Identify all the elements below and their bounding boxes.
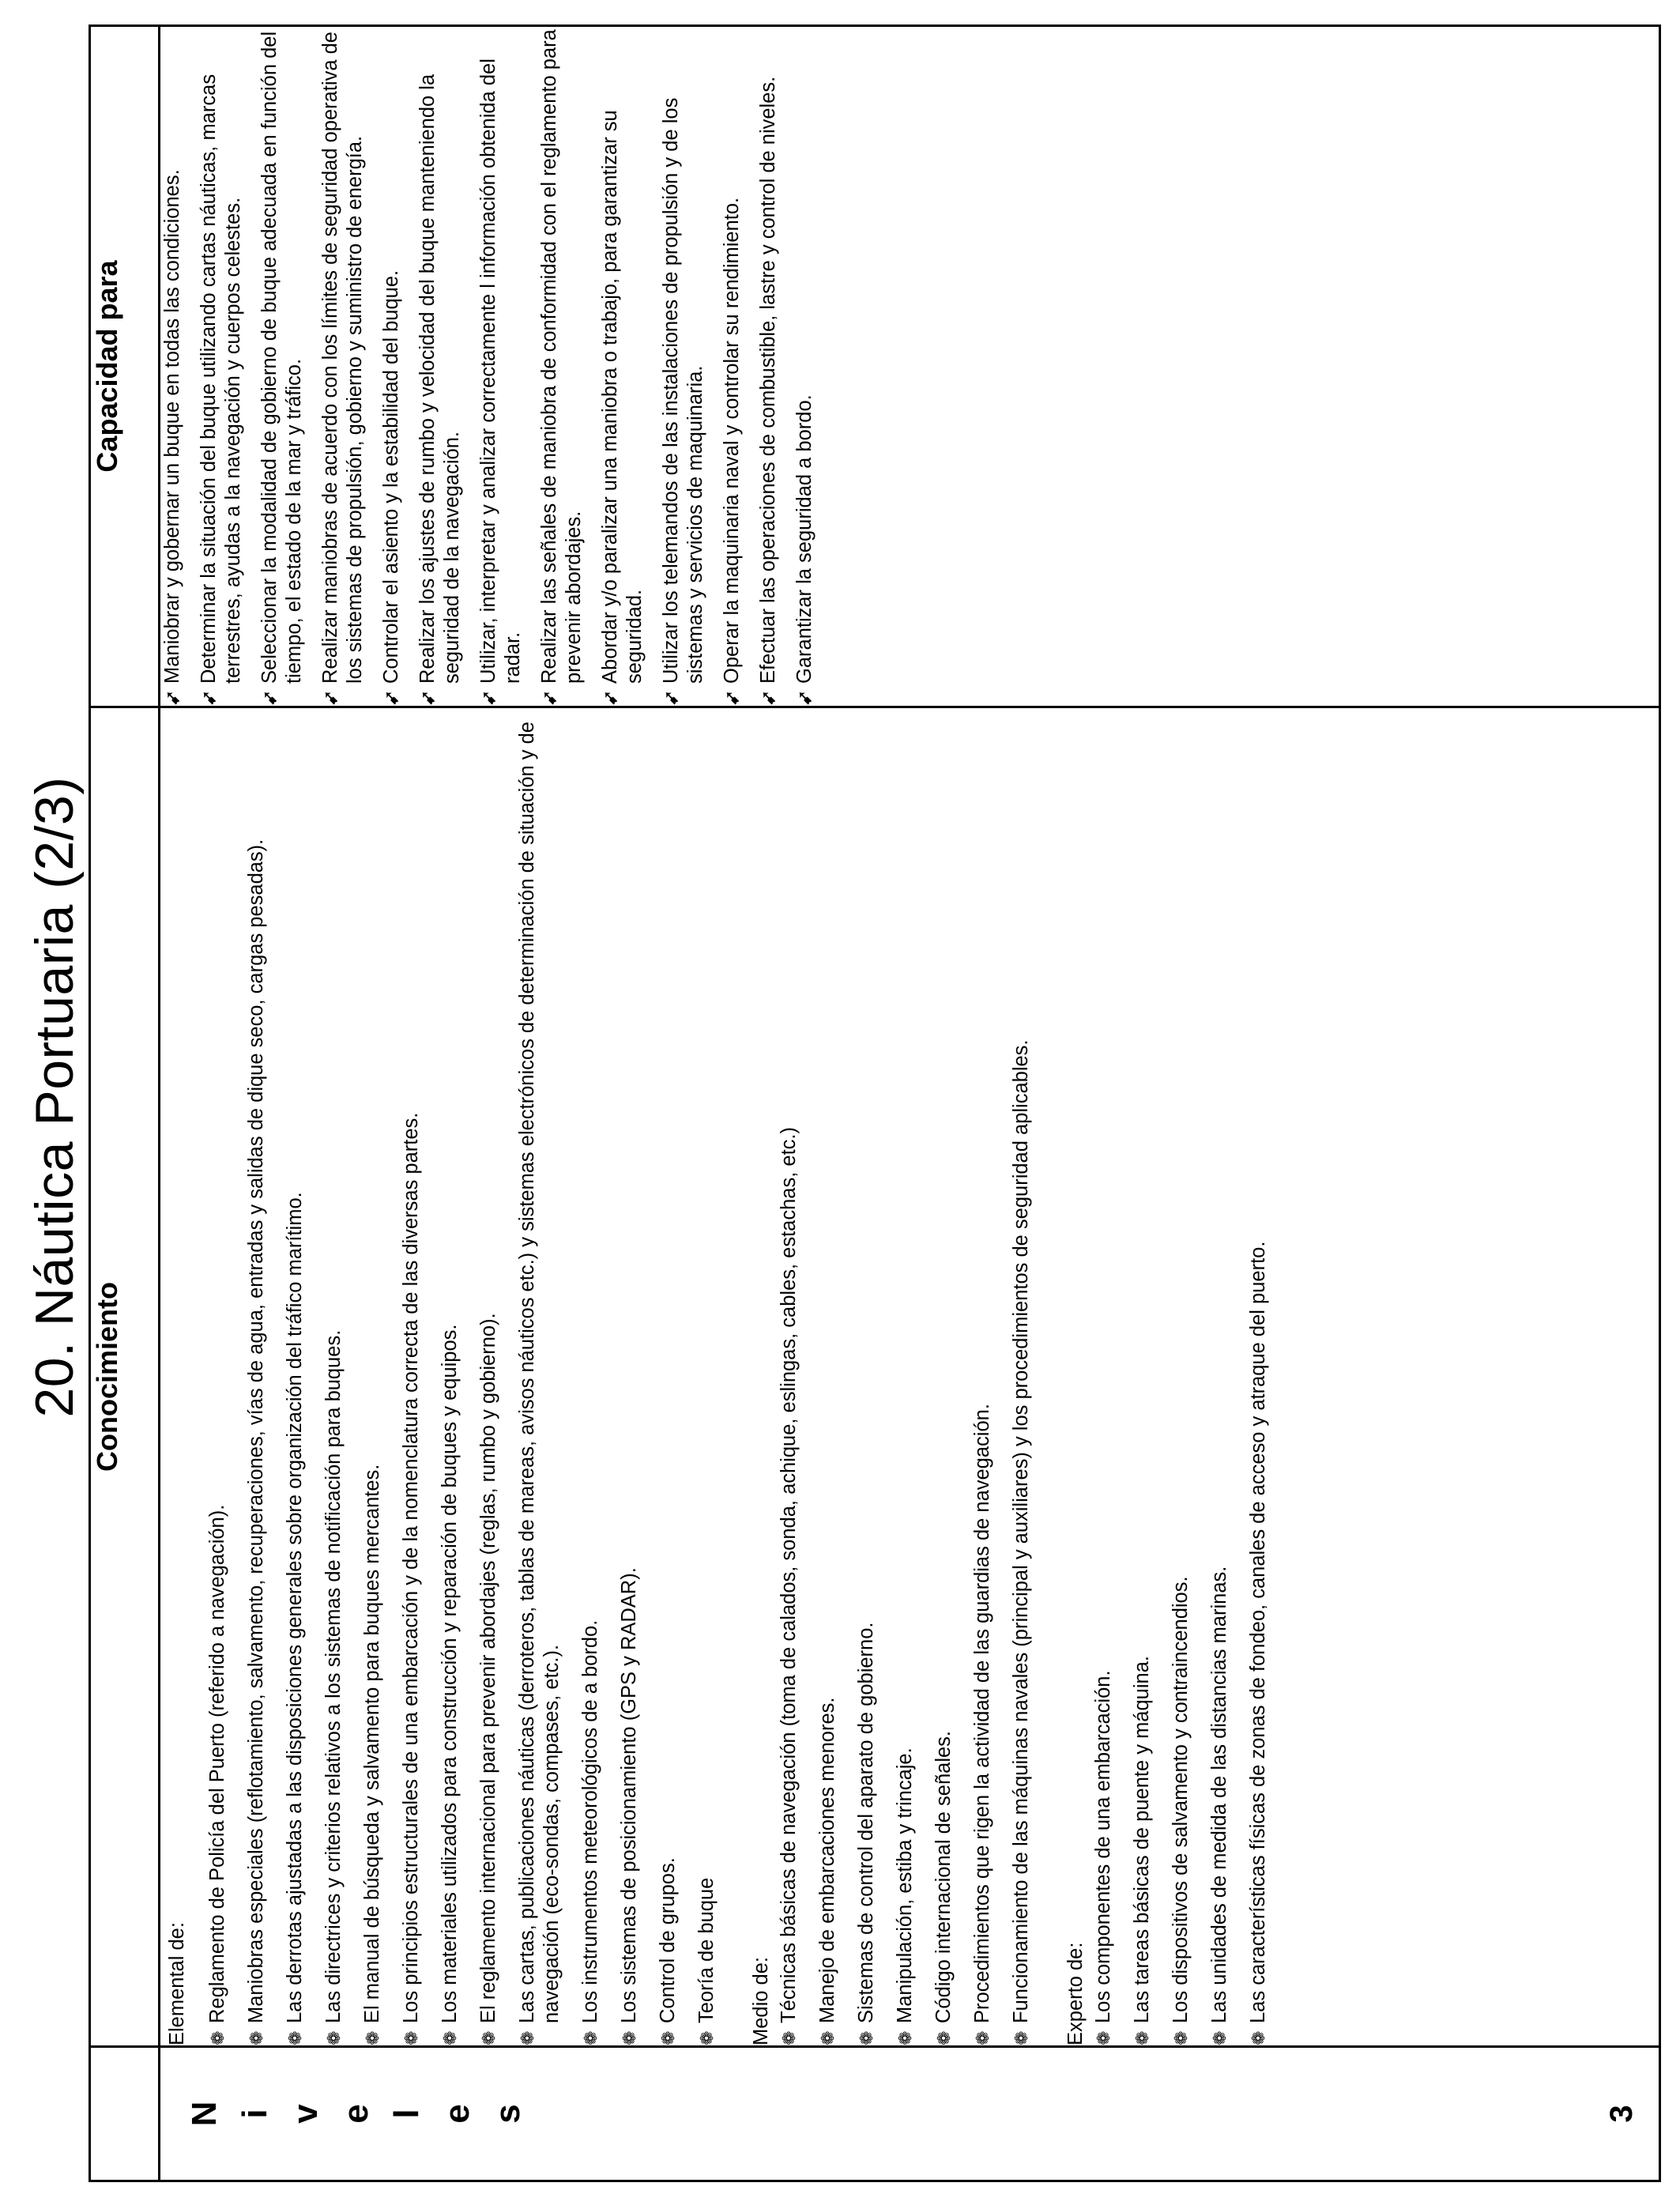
list-medio (777, 708, 1034, 2045)
list-item (399, 708, 424, 2045)
list-item (379, 27, 404, 706)
group-label-medio: Medio de: (750, 1957, 772, 2045)
flower-bullet-icon: ❁ (401, 2030, 421, 2045)
list-item (360, 708, 385, 2045)
flower-bullet-icon: ❁ (285, 2030, 305, 2045)
flower-bullet-icon: ❁ (1171, 2030, 1191, 2045)
flower-bullet-icon: ❁ (1210, 2030, 1230, 2045)
list-item (720, 27, 744, 706)
header-conocimiento: Conocimiento (90, 707, 160, 2047)
flower-bullet-icon: ❁ (779, 2030, 799, 2045)
list-item (816, 708, 840, 2045)
list-item-text: Control de grupos. (657, 1857, 679, 2023)
list-item (1207, 708, 1232, 2045)
list-item (283, 708, 307, 2045)
arrow-bullet-icon: ➹ (661, 689, 682, 706)
arrow-bullet-icon: ➹ (381, 689, 402, 706)
list-item-text: Reglamento de Policía del Puerto (referido a navegación). (206, 1504, 228, 2023)
list-item-text: Teoría de buque (695, 1877, 718, 2023)
list-item-text: Las cartas, publicaciones náuticas (derroteros, tablas de mareas, avisos náuticos etc.) y sistemas electrónicos de determinación de situación y de navegación (eco-sondas, compases, etc.). (516, 722, 563, 2023)
list-item-text: Los sistemas de posicionamiento (GPS y RADAR). (618, 1567, 640, 2023)
list-item-text: Determinar la situación del buque utilizando cartas náuticas, marcas terrestres, ayudas a la navegación y cuerpos celestes. (198, 74, 244, 684)
list-item (932, 708, 956, 2045)
arrow-bullet-icon: ➹ (320, 689, 341, 706)
list-item-text: Manejo de embarcaciones menores. (816, 1697, 838, 2023)
flower-bullet-icon: ❁ (857, 2030, 876, 2045)
list-item (537, 27, 586, 706)
list-item-text: Utilizar los telemandos de las instalaciones de propulsión y de los sistemas y servicios de maquinaria. (660, 97, 706, 684)
list-item (695, 708, 719, 2045)
flower-bullet-icon: ❁ (658, 2030, 678, 2045)
list-item-text: Técnicas básicas de navegación (toma de calados, sonda, achique, eslingas, cables, estachas, etc.) (778, 1127, 800, 2023)
header-row (90, 26, 160, 2181)
list-item (318, 27, 367, 706)
list-capacidad (160, 27, 817, 706)
list-item-text: Efectuar las operaciones de combustible, lastre y control de niveles. (757, 76, 779, 684)
list-item (659, 27, 708, 706)
flower-bullet-icon: ❁ (1249, 2030, 1268, 2045)
list-item (515, 708, 564, 2045)
list-item-text: Los materiales utilizados para construcción y reparación de buques y equipos. (439, 1324, 461, 2023)
arrow-bullet-icon: ➹ (198, 689, 220, 706)
list-item-text: Manipulación, estiba y trincaje. (894, 1747, 916, 2023)
list-item-text: Abordar y/o paralizar una maniobra o trabajo, para garantizar su seguridad. (599, 110, 646, 684)
list-item-text: Código internacional de señales. (932, 1731, 955, 2023)
list-item-text: El reglamento internacional para prevenir abordajes (reglas, rumbo y gobierno). (477, 1313, 499, 2023)
list-item-text: Sistemas de control del aparato de gobierno. (855, 1622, 877, 2023)
list-item (970, 708, 995, 2045)
list-item (617, 708, 642, 2045)
arrow-bullet-icon: ➹ (417, 689, 439, 706)
flower-bullet-icon: ❁ (895, 2030, 915, 2045)
list-item (438, 708, 462, 2045)
level-letter: i (235, 2109, 274, 2119)
list-item (1130, 708, 1155, 2045)
level-letter: v (286, 2104, 325, 2124)
list-item-text: Funcionamiento de las máquinas navales (principal y auxiliares) y los procedimientos de seguridad aplicables. (1010, 1039, 1032, 2023)
conocimiento-cell (160, 707, 1660, 2047)
level-letter: l (387, 2109, 426, 2119)
list-item-text: Los componentes de una embarcación. (1092, 1670, 1114, 2023)
list-experto (1091, 708, 1271, 2045)
list-item (477, 708, 501, 2045)
flower-bullet-icon: ❁ (324, 2030, 344, 2045)
list-item (244, 708, 269, 2045)
list-item-text: Los instrumentos meteorológicos de a bordo. (579, 1619, 601, 2023)
list-item-text: Las directrices y criterios relativos a los sistemas de notificación para buques. (322, 1329, 345, 2023)
list-item-text: El manual de búsqueda y salvamento para buques mercantes. (361, 1464, 383, 2023)
level-cell (160, 2047, 1660, 2181)
flower-bullet-icon: ❁ (208, 2030, 228, 2045)
flower-bullet-icon: ❁ (440, 2030, 460, 2045)
list-item-text: Realizar las señales de maniobra de conformidad con el reglamento para prevenir abordajes. (538, 29, 585, 684)
list-item-text: Maniobras especiales (reflotamiento, salvamento, recuperaciones, vías de agua, entradas y salidas de dique seco, cargas pesadas). (245, 839, 267, 2023)
flower-bullet-icon: ❁ (1011, 2030, 1031, 2045)
arrow-bullet-icon: ➹ (721, 689, 743, 706)
list-item (854, 708, 879, 2045)
level-number: 3 (1604, 2105, 1639, 2123)
list-item-text: Maniobrar y gobernar un buque en todas las condiciones. (161, 169, 183, 684)
list-item-text: Controlar el asiento y la estabilidad del buque. (380, 270, 402, 684)
list-item (756, 27, 781, 706)
level-letter: N (185, 2101, 224, 2127)
list-item (656, 708, 680, 2045)
flower-bullet-icon: ❁ (1094, 2030, 1113, 2045)
list-item (1246, 708, 1271, 2045)
level-row (160, 26, 1660, 2181)
competency-table (89, 25, 1661, 2182)
list-item (160, 27, 185, 706)
flower-bullet-icon: ❁ (697, 2030, 717, 2045)
arrow-bullet-icon: ➹ (794, 689, 816, 706)
list-item-text: Procedimientos que rigen la actividad de las guardias de navegación. (971, 1404, 993, 2023)
flower-bullet-icon: ❁ (247, 2030, 266, 2045)
list-item (197, 27, 246, 706)
list-item (893, 708, 917, 2045)
list-item (258, 27, 307, 706)
flower-bullet-icon: ❁ (934, 2030, 954, 2045)
header-blank-cell (90, 2047, 160, 2181)
list-item (416, 27, 465, 706)
flower-bullet-icon: ❁ (363, 2030, 382, 2045)
arrow-bullet-icon: ➹ (600, 689, 621, 706)
flower-bullet-icon: ❁ (620, 2030, 639, 2045)
list-item-text: Operar la maquinaria naval y controlar su rendimiento. (721, 197, 743, 684)
list-item-text: Utilizar, interpretar y analizar correctamente l información obtenida del radar. (477, 58, 524, 684)
arrow-bullet-icon: ➹ (539, 689, 560, 706)
group-label-experto: Experto de: (1064, 1942, 1087, 2045)
list-item (322, 708, 346, 2045)
list-item-text: Los dispositivos de salvamento y contraincendios. (1170, 1576, 1192, 2023)
capacidad-cell (160, 26, 1660, 707)
list-item-text: Realizar maniobras de acuerdo con los límites de seguridad operativa de los sistemas de propulsión, gobierno y suministro de energía. (319, 32, 366, 684)
list-item-text: Los principios estructurales de una embarcación y de la nomenclatura correcta de las diversas partes. (400, 1112, 422, 2023)
list-item-text: Seleccionar la modalidad de gobierno de buque adecuada en función del tiempo, el estado de la mar y tráfico. (258, 31, 305, 684)
list-item (477, 27, 525, 706)
arrow-bullet-icon: ➹ (758, 689, 779, 706)
list-item-text: Las características físicas de zonas de fondeo, canales de acceso y atraque del puerto. (1247, 1241, 1269, 2023)
flower-bullet-icon: ❁ (1132, 2030, 1152, 2045)
list-item-text: Las tareas básicas de puente y máquina. (1131, 1656, 1153, 2023)
list-item (205, 708, 230, 2045)
level-letter: s (488, 2104, 527, 2124)
flower-bullet-icon: ❁ (818, 2030, 838, 2045)
list-item (777, 708, 801, 2045)
level-letter: e (337, 2104, 375, 2124)
list-elemental (205, 708, 719, 2045)
page-title: 20. Náutica Portuaria (2/3) (24, 776, 85, 1418)
arrow-bullet-icon: ➹ (478, 689, 499, 706)
list-item (578, 708, 603, 2045)
list-item (1169, 708, 1193, 2045)
flower-bullet-icon: ❁ (581, 2030, 601, 2045)
arrow-bullet-icon: ➹ (162, 689, 183, 706)
list-item-text: Las unidades de medida de las distancias marinas. (1208, 1566, 1230, 2023)
list-item (1009, 708, 1034, 2045)
flower-bullet-icon: ❁ (973, 2030, 993, 2045)
flower-bullet-icon: ❁ (518, 2030, 537, 2045)
list-item (598, 27, 647, 706)
flower-bullet-icon: ❁ (479, 2030, 499, 2045)
level-label (179, 2048, 533, 2180)
level-letter: e (438, 2104, 477, 2124)
list-item (793, 27, 817, 706)
list-item (1091, 708, 1116, 2045)
group-label-elemental: Elemental de: (166, 1922, 188, 2045)
list-item-text: Garantizar la seguridad a bordo. (793, 394, 816, 684)
arrow-bullet-icon: ➹ (259, 689, 281, 706)
list-item-text: Realizar los ajustes de rumbo y velocidad del buque manteniendo la seguridad de la navegación. (416, 74, 463, 684)
list-item-text: Las derrotas ajustadas a las disposiciones generales sobre organización del tráfico marítimo. (284, 1192, 306, 2023)
header-capacidad: Capacidad para (90, 26, 160, 707)
